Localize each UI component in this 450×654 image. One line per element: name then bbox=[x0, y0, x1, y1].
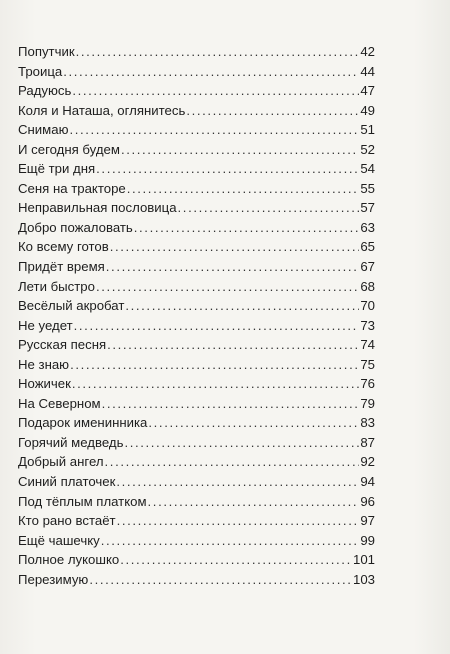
toc-dot-leader bbox=[89, 570, 352, 590]
toc-entry bbox=[18, 550, 375, 570]
toc-entry-title: Неправильная пословица bbox=[18, 200, 177, 216]
toc-entry bbox=[18, 101, 375, 121]
toc-entry-title: Сеня на тракторе bbox=[18, 180, 126, 196]
toc-dot-leader bbox=[63, 62, 359, 82]
toc-entry-page-number: 87 bbox=[360, 434, 375, 450]
toc-entry-title: Добрый ангел bbox=[18, 454, 104, 470]
toc-entry-page-number: 67 bbox=[360, 259, 375, 275]
toc-entry-title: Попутчик bbox=[18, 44, 75, 59]
toc-entry-title: Не уедет bbox=[18, 317, 73, 333]
toc-entry-title: Ножичек bbox=[18, 376, 71, 392]
toc-entry bbox=[18, 120, 375, 140]
toc-entry-title: Добро пожаловать bbox=[18, 219, 133, 235]
toc-entry bbox=[18, 570, 375, 590]
toc-entry-title: Синий платочек bbox=[18, 474, 116, 490]
toc-entry bbox=[18, 237, 375, 257]
toc-entry bbox=[18, 140, 375, 160]
toc-entry bbox=[18, 452, 375, 472]
toc-entry bbox=[18, 62, 375, 82]
toc-entry-page-number: 83 bbox=[360, 415, 375, 431]
toc-entry-page-number: 75 bbox=[360, 356, 375, 372]
toc-entry bbox=[18, 355, 375, 375]
toc-entry bbox=[18, 492, 375, 512]
toc-entry-title: Не знаю bbox=[18, 356, 70, 372]
toc-entry bbox=[18, 81, 375, 101]
toc-entry bbox=[18, 374, 375, 394]
toc-entry-page-number: 49 bbox=[360, 102, 375, 118]
toc-dot-leader bbox=[96, 277, 359, 297]
toc-entry-title: Ещё три дня bbox=[18, 161, 96, 177]
toc-dot-leader bbox=[105, 452, 360, 472]
toc-dot-leader bbox=[148, 492, 360, 512]
toc-dot-leader bbox=[110, 237, 360, 257]
toc-entry-page-number: 103 bbox=[352, 571, 375, 587]
toc-dot-leader bbox=[76, 42, 360, 62]
toc-entry-title: Троица bbox=[18, 63, 63, 79]
toc-entry-page-number: 97 bbox=[360, 513, 375, 529]
toc-entry-title: На Северном bbox=[18, 395, 101, 411]
toc-entry-page-number: 96 bbox=[360, 493, 375, 509]
toc-entry bbox=[18, 257, 375, 277]
toc-entry-title: Кто рано встаёт bbox=[18, 513, 116, 529]
toc-entry-title: Подарок именинника bbox=[18, 415, 148, 431]
toc-dot-leader bbox=[70, 355, 359, 375]
toc-entry-page-number: 57 bbox=[360, 200, 375, 216]
toc-entry-title: Коля и Наташа, оглянитесь bbox=[18, 102, 186, 118]
toc-entry-page-number: 68 bbox=[360, 278, 375, 294]
toc-entry-page-number: 47 bbox=[360, 83, 375, 99]
toc-entry-page-number: 73 bbox=[360, 317, 375, 333]
toc-entry bbox=[18, 531, 375, 551]
toc-entry bbox=[18, 218, 375, 238]
toc-entry-title: Снимаю bbox=[18, 122, 69, 138]
toc-dot-leader bbox=[125, 296, 359, 316]
toc-entry-title: Русская песня bbox=[18, 337, 107, 353]
toc-entry bbox=[18, 179, 375, 199]
toc-entry-page-number: 99 bbox=[360, 532, 375, 548]
toc-dot-leader bbox=[72, 81, 359, 101]
toc-dot-leader bbox=[96, 159, 359, 179]
toc-entry-page-number: 55 bbox=[360, 180, 375, 196]
toc-dot-leader bbox=[107, 335, 359, 355]
toc-entry bbox=[18, 394, 375, 414]
toc-dot-leader bbox=[148, 413, 359, 433]
toc-dot-leader bbox=[120, 550, 352, 570]
toc-entry-page-number: 52 bbox=[360, 141, 375, 157]
toc-dot-leader bbox=[178, 198, 360, 218]
toc-entry-title: Ещё чашечку bbox=[18, 532, 100, 548]
toc-entry-page-number: 65 bbox=[360, 239, 375, 255]
toc-dot-leader bbox=[101, 531, 360, 551]
toc-dot-leader bbox=[117, 511, 360, 531]
toc-entry-title: Горячий медведь bbox=[18, 434, 124, 450]
toc-entry-page-number: 101 bbox=[352, 552, 375, 568]
toc-entry-page-number: 76 bbox=[360, 376, 375, 392]
toc-entry-page-number: 74 bbox=[360, 337, 375, 353]
toc-entry bbox=[18, 433, 375, 453]
toc-entry bbox=[18, 511, 375, 531]
toc-dot-leader bbox=[124, 433, 359, 453]
toc-entry-page-number: 42 bbox=[360, 44, 375, 59]
toc-entry-page-number: 92 bbox=[360, 454, 375, 470]
toc-entry-title: И сегодня будем bbox=[18, 141, 120, 157]
toc-dot-leader bbox=[186, 101, 359, 121]
toc-entry bbox=[18, 296, 375, 316]
toc-entry bbox=[18, 472, 375, 492]
toc-entry-title: Придёт время bbox=[18, 259, 105, 275]
toc-entry-page-number: 94 bbox=[360, 474, 375, 490]
toc-dot-leader bbox=[69, 120, 359, 140]
toc-dot-leader bbox=[134, 218, 360, 238]
toc-entry bbox=[18, 198, 375, 218]
table-of-contents bbox=[18, 42, 375, 589]
toc-dot-leader bbox=[121, 140, 359, 160]
toc-entry-page-number: 44 bbox=[360, 63, 375, 79]
toc-entry-page-number: 51 bbox=[360, 122, 375, 138]
toc-entry bbox=[18, 335, 375, 355]
toc-dot-leader bbox=[72, 374, 359, 394]
toc-entry-title: Под тёплым платком bbox=[18, 493, 147, 509]
toc-entry-title: Полное лукошко bbox=[18, 552, 120, 568]
toc-entry bbox=[18, 316, 375, 336]
toc-entry-title: Лети быстро bbox=[18, 278, 95, 294]
toc-entry-title: Перезимую bbox=[18, 571, 89, 587]
toc-dot-leader bbox=[102, 394, 360, 414]
toc-entry bbox=[18, 413, 375, 433]
toc-dot-leader bbox=[127, 179, 360, 199]
toc-dot-leader bbox=[106, 257, 360, 277]
toc-dot-leader bbox=[116, 472, 359, 492]
toc-entry-page-number: 54 bbox=[360, 161, 375, 177]
toc-entry-page-number: 70 bbox=[360, 298, 375, 314]
toc-entry-title: Ко всему готов bbox=[18, 239, 109, 255]
toc-entry-title: Радуюсь bbox=[18, 83, 72, 99]
toc-entry-title: Весёлый акробат bbox=[18, 298, 125, 314]
toc-entry bbox=[18, 159, 375, 179]
toc-entry bbox=[18, 42, 375, 62]
toc-entry-page-number: 63 bbox=[360, 219, 375, 235]
toc-entry-page-number: 79 bbox=[360, 395, 375, 411]
toc-dot-leader bbox=[74, 316, 360, 336]
toc-entry bbox=[18, 277, 375, 297]
